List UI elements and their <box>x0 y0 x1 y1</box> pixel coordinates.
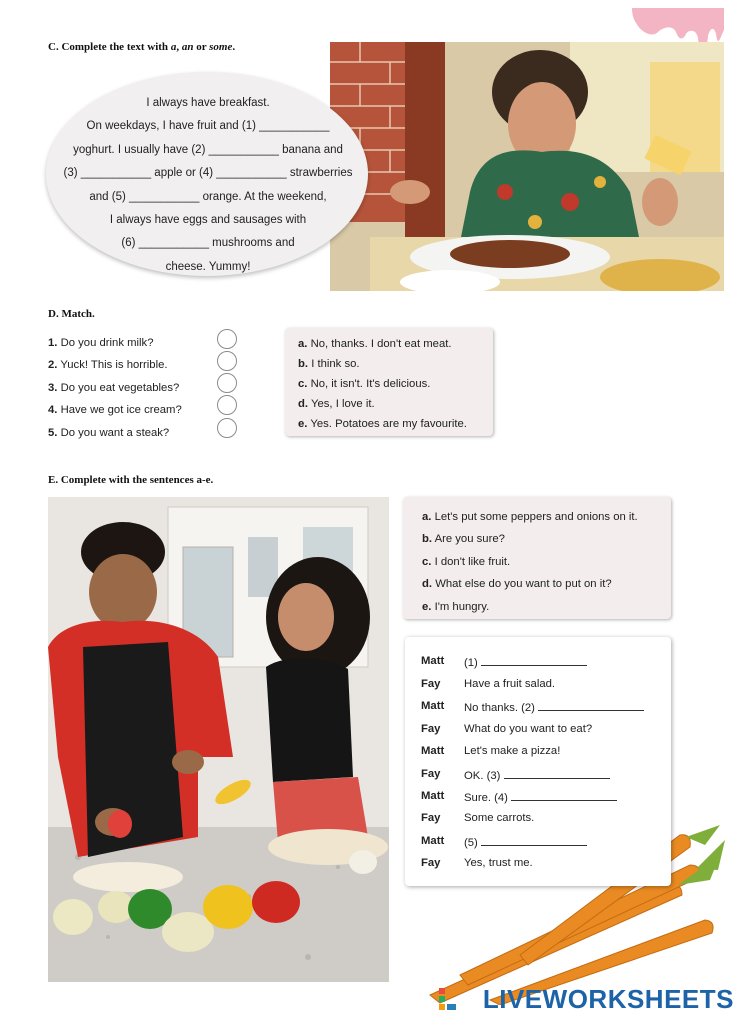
answer-blank-1[interactable] <box>481 655 587 666</box>
speaker-name: Fay <box>421 857 441 869</box>
text-line: (3) ___________ apple or (4) ___________ strawberries <box>63 167 353 180</box>
woman-eating-photo <box>330 42 724 291</box>
text-line: (6) ___________ mushrooms and <box>121 237 295 250</box>
sentence-item: b. Are you sure? <box>422 533 505 546</box>
answer-blank-3[interactable] <box>504 768 610 779</box>
section-e-heading: E. Complete with the sentences a-e. <box>48 474 214 486</box>
question-item: 1. Do you drink milk? <box>48 337 154 349</box>
liveworksheets-logo-icon <box>437 986 459 1012</box>
breakfast-text <box>50 92 366 279</box>
answer-item: a. No, thanks. I don't eat meat. <box>298 338 452 350</box>
answer-item: d. Yes, I love it. <box>298 398 375 410</box>
sentence-item: c. I don't like fruit. <box>422 555 511 568</box>
liveworksheets-brand[interactable]: LIVEWORKSHEETS <box>482 984 734 1014</box>
speaker-name: Fay <box>421 812 441 824</box>
question-list <box>48 332 182 444</box>
answer-circle-4[interactable] <box>217 395 237 415</box>
answer-circle-3[interactable] <box>217 373 237 393</box>
speaker-name: Matt <box>421 835 445 847</box>
text-line: yoghurt. I usually have (2) ___________ banana and <box>73 143 343 156</box>
answer-blank-2[interactable] <box>538 700 644 711</box>
question-item: 4. Have we got ice cream? <box>48 404 182 417</box>
answer-blank-4[interactable] <box>511 790 617 801</box>
text-line: I always have breakfast. <box>146 97 270 109</box>
speaker-name: Fay <box>421 768 441 780</box>
text-line: I always have eggs and sausages with <box>109 214 307 227</box>
question-item: 3. Do you eat vegetables? <box>48 381 180 394</box>
question-item: 5. Do you want a steak? <box>48 426 170 439</box>
sentence-item: a. Let's put some peppers and onions on it. <box>422 511 638 523</box>
answers-list <box>298 334 467 434</box>
section-c-heading: C. Complete the text with a, an or some. <box>48 41 236 53</box>
answer-blank-5[interactable] <box>481 835 587 846</box>
sentence-item: d. What else do you want to put on it? <box>422 578 612 591</box>
speaker-name: Matt <box>421 790 445 802</box>
text-line: and (5) ___________ orange. At the weekend, <box>89 190 327 203</box>
answer-item: b. I think so. <box>298 358 360 370</box>
answer-item: e. Yes. Potatoes are my favourite. <box>298 418 467 430</box>
answer-circle-5[interactable] <box>217 418 237 438</box>
answer-item: c. No, it isn't. It's delicious. <box>298 378 431 390</box>
text-line: cheese. Yummy! <box>165 260 251 273</box>
answer-circle-2[interactable] <box>217 351 237 371</box>
speaker-name: Fay <box>421 723 441 735</box>
speaker-name: Matt <box>421 745 445 757</box>
speaker-name: Matt <box>421 655 445 667</box>
question-item: 2. Yuck! This is horrible. <box>48 359 168 372</box>
sentence-item: e. I'm hungry. <box>422 600 490 613</box>
speaker-name: Fay <box>421 678 441 690</box>
sentences-list <box>422 506 638 618</box>
speaker-name: Matt <box>421 700 445 712</box>
answer-circle-1[interactable] <box>217 329 237 349</box>
text-line: On weekdays, I have fruit and (1) ___________ <box>86 120 330 133</box>
kitchen-cooking-photo <box>48 497 389 982</box>
section-d-heading: D. Match. <box>48 308 95 320</box>
